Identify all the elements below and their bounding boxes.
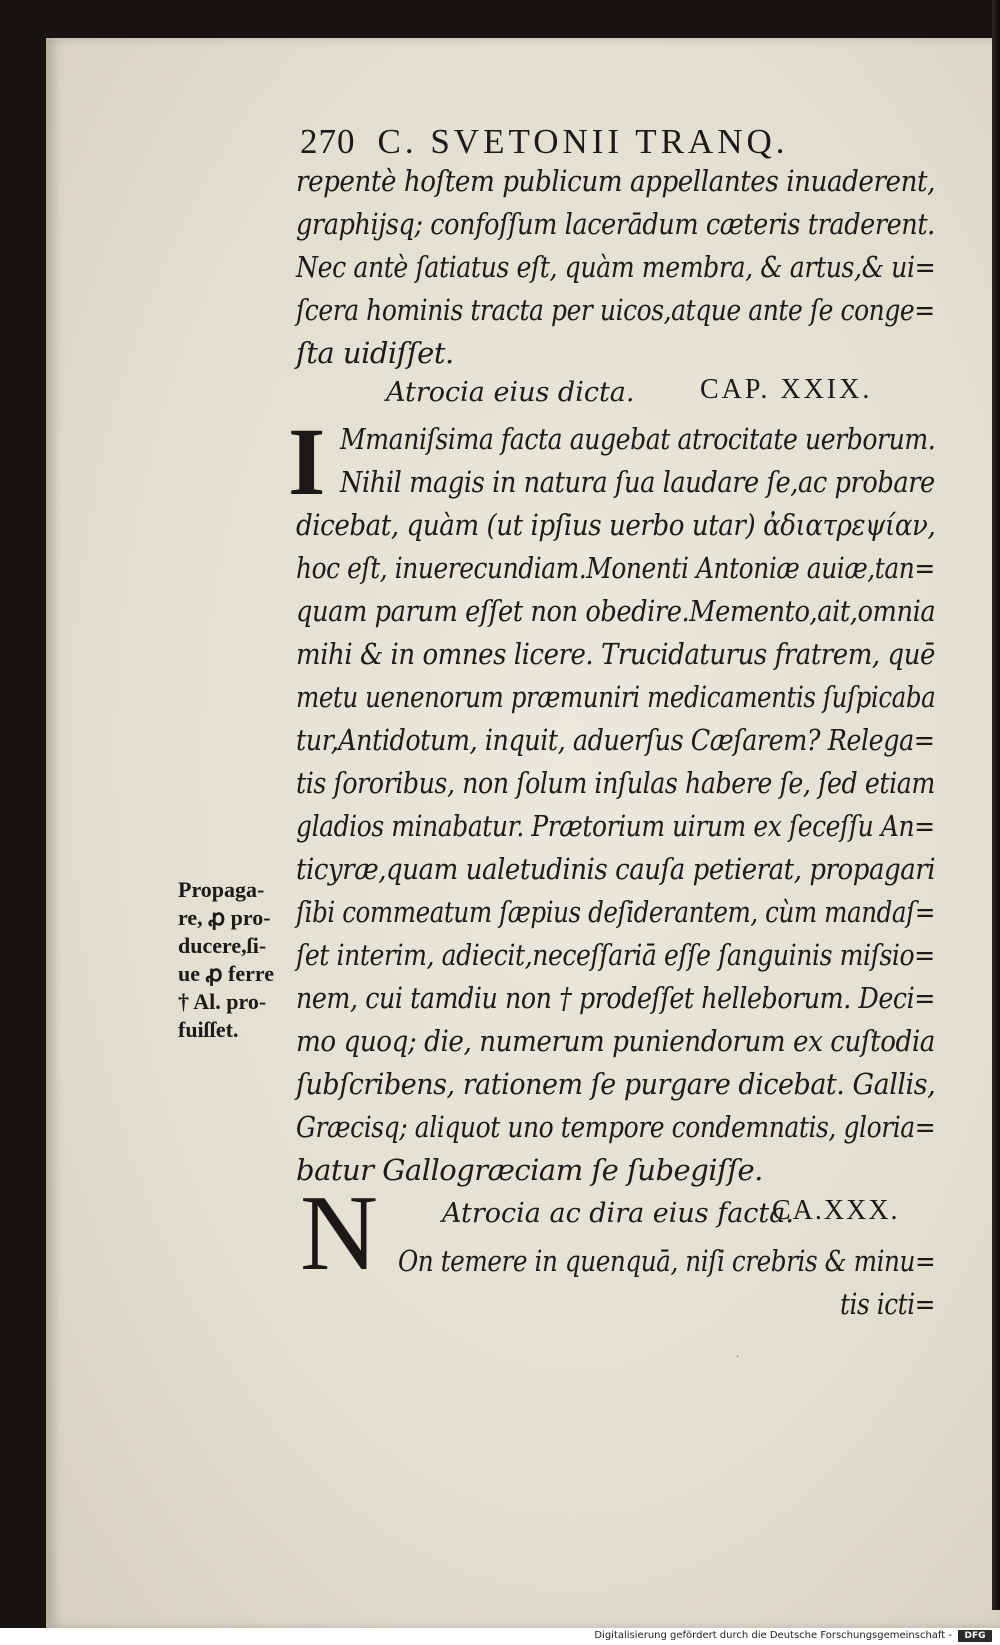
marginal-note-line: re, ꝓ pro- <box>178 905 271 930</box>
text-line: ſubſcribens, rationem ſe purgare dicebat. Gallis, <box>296 1067 936 1101</box>
marginal-note-line: † Al. pro- <box>178 989 267 1014</box>
marginal-note <box>178 876 274 1044</box>
marginal-note-line: fuiſſet. <box>178 1017 239 1042</box>
chapter-label: CAP. XXIX. <box>700 374 873 405</box>
text-line: dicebat, quàm (ut ipſius uerbo utar) ἀδιατρεψίαν, <box>296 508 936 542</box>
catchword: tis icti= <box>840 1287 936 1321</box>
text-line: ticyræ,quam ualetudinis cauſa petierat, propagari <box>296 852 936 886</box>
marginal-note-line: Propaga- <box>178 877 265 902</box>
page-gutter-shadow <box>992 0 1000 1610</box>
page-number: 270 <box>300 122 356 161</box>
drop-cap: I <box>288 408 326 515</box>
text-line: tur,Antidotum, inquit, aduerſus Cæſarem? Relega= <box>296 723 935 757</box>
text-line: ſibi commeatum ſæpius deſiderantem, cùm mandaſ= <box>296 895 935 929</box>
chapter-label: CA.XXX. <box>772 1195 900 1226</box>
text-line: ſet interim, adiecit,neceſſariā eſſe ſanguinis miſsio= <box>296 938 935 972</box>
text-line: mo quoq; die, numerum puniendorum ex cuſtodia <box>296 1024 935 1058</box>
text-line: ſcera hominis tracta per uicos,atque ante ſe conge= <box>296 293 935 327</box>
text-line: graphijsq; confoſſum lacerādum cæteris traderent. <box>296 207 935 241</box>
text-line: ſta uidiſſet. <box>296 336 454 370</box>
text-line: quam parum eſſet non obedire.Memento,ait,omnia <box>296 594 936 628</box>
text-line: On temere in quenquā, niſi crebris & minu= <box>398 1244 936 1278</box>
running-title: C. SVETONII TRANQ. <box>377 122 789 161</box>
text-line: Nihil magis in natura ſua laudare ſe,ac probare <box>340 465 935 499</box>
text-line: gladios minabatur. Prætorium uirum ex ſeceſſu An= <box>296 809 935 843</box>
running-header <box>300 122 789 162</box>
text-line: tis ſororibus, non ſolum inſulas habere ſe, ſed etiam <box>296 766 935 800</box>
marginal-note-line: ducere,ſi- <box>178 933 267 958</box>
chapter-caption: Atrocia ac dira eius facta. <box>442 1198 794 1229</box>
chapter-caption: Atrocia eius dicta. <box>386 377 635 408</box>
text-line: Mmaniſsima facta augebat atrocitate uerborum. <box>340 422 936 456</box>
drop-cap: N <box>300 1174 378 1293</box>
paper-speck: · <box>736 1352 740 1363</box>
text-line: batur Gallogræciam ſe ſubegiſſe. <box>296 1153 763 1187</box>
dfg-logo-icon: DFG <box>958 1630 992 1642</box>
text-line: mihi & in omnes licere. Trucidaturus fratrem, quē <box>296 637 935 671</box>
text-line: nem, cui tamdiu non † prodeſſet helleborum. Deci= <box>296 981 936 1015</box>
text-line: Græcisq; aliquot uno tempore condemnatis, gloria= <box>296 1110 936 1144</box>
text-line: Nec antè ſatiatus eſt, quàm membra, & artus,& ui= <box>296 250 936 284</box>
text-line: hoc eſt, inuerecundiam.Monenti Antoniæ auiæ,tan= <box>296 551 935 585</box>
marginal-note-line: ue ꝓ ferre <box>178 961 275 986</box>
text-line: repentè hoſtem publicum appellantes inuaderent, <box>296 164 935 198</box>
text-line: metu uenenorum præmuniri medicamentis ſuſpicaba <box>296 680 936 714</box>
footer-credit: Digitalisierung gefördert durch die Deutsche Forschungsgemeinschaft - <box>594 1630 952 1641</box>
